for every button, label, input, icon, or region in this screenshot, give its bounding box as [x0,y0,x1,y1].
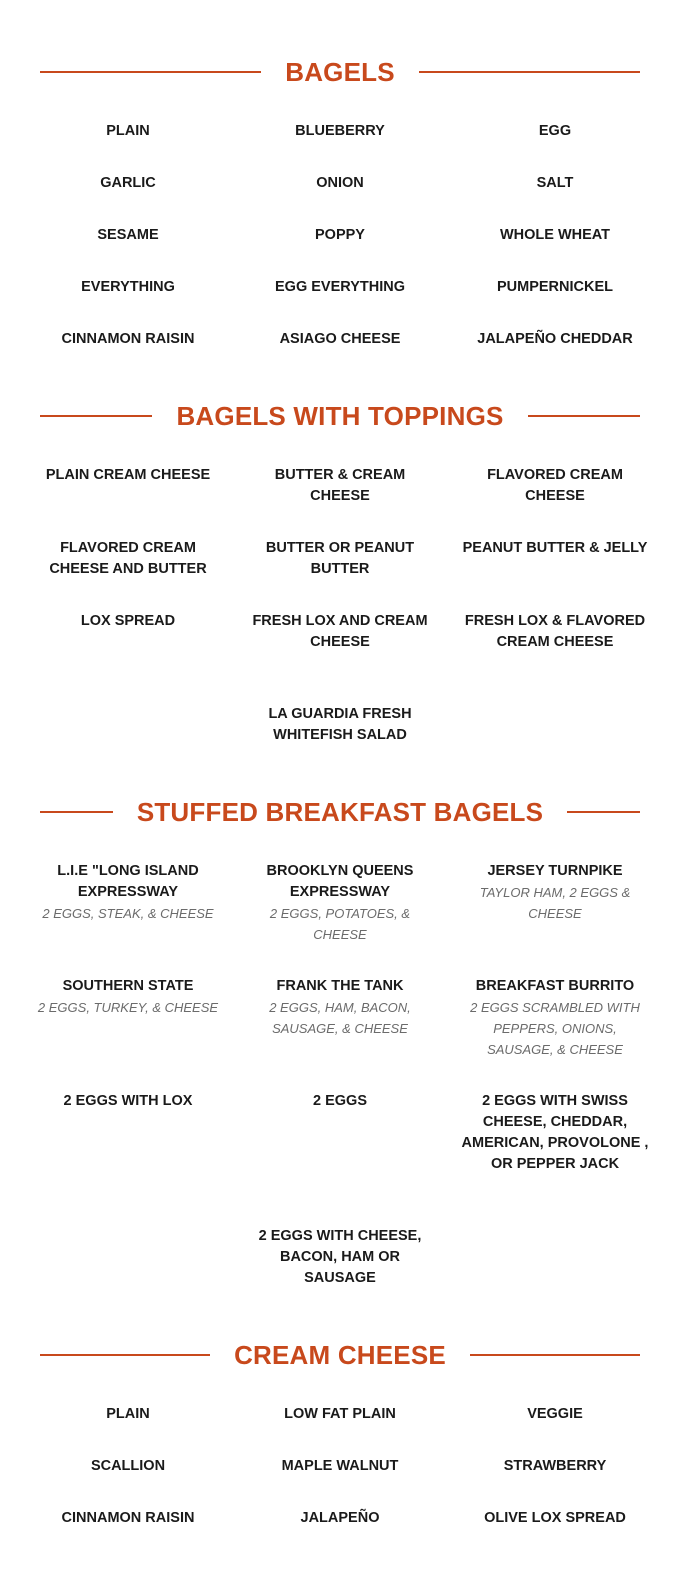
section-bagels [40,52,640,347]
item-name: ASIAGO CHEESE [279,331,401,347]
menu-item [245,861,435,945]
menu-item [245,976,435,1039]
item-name: BREAKFAST BURRITO [475,978,635,994]
menu-item [460,329,650,350]
section-title: CREAM CHEESE [210,1335,470,1375]
item-name: 2 EGGS [313,1093,367,1109]
menu-item [245,329,435,350]
item-name: 2 EGGS WITH CHEESE, BACON, HAM OR SAUSAGE [258,1228,422,1286]
menu-item [460,861,650,924]
section-header [40,396,640,436]
item-name: JALAPEÑO CHEDDAR [477,331,633,347]
item-name: BLUEBERRY [295,123,385,139]
menu-item [245,173,435,194]
item-name: FLAVORED CREAM CHEESE [487,467,623,504]
item-name: SOUTHERN STATE [62,978,194,994]
item-name: EGG EVERYTHING [275,279,405,295]
menu-item [460,225,650,246]
item-name: LA GUARDIA FRESH WHITEFISH SALAD [268,706,412,743]
menu-item [33,277,223,298]
menu-item [33,1404,223,1425]
menu-item [460,121,650,142]
item-name: EVERYTHING [81,279,175,295]
menu-item [245,1226,435,1289]
section-title: BAGELS [261,52,419,92]
menu-item [245,277,435,298]
menu-item [245,1508,435,1529]
menu-item [245,121,435,142]
item-name: LOX SPREAD [80,613,176,629]
section-title: BAGELS WITH TOPPINGS [152,396,527,436]
item-name: FRESH LOX AND CREAM CHEESE [252,613,428,650]
menu-item [460,1456,650,1477]
menu-item [460,611,650,653]
item-name: 2 EGGS WITH SWISS CHEESE, CHEDDAR, AMERICAN, PROVOLONE , OR PEPPER JACK [461,1093,649,1172]
item-name: JALAPEÑO [300,1510,380,1526]
menu-item [245,465,435,507]
item-name: PLAIN CREAM CHEESE [45,467,211,483]
menu-item [33,538,223,580]
menu-item [33,1456,223,1477]
section-header [40,1335,640,1375]
item-name: SESAME [97,227,159,243]
item-name: L.I.E "LONG ISLAND EXPRESSWAY [57,863,199,900]
menu-item [460,1091,650,1175]
item-name: SALT [536,175,574,191]
item-name: PUMPERNICKEL [496,279,613,295]
menu-item [460,538,650,559]
menu-item [245,1091,435,1112]
item-name: VEGGIE [527,1406,583,1422]
item-description: 2 EGGS SCRAMBLED WITH PEPPERS, ONIONS, SAUSAGE, & CHEESE [470,1000,640,1057]
section-cream-cheese [40,1335,640,1526]
item-name: MAPLE WALNUT [281,1458,399,1474]
item-description: TAYLOR HAM, 2 EGGS & CHEESE [479,885,631,921]
menu-item [33,611,223,632]
item-name: GARLIC [100,175,156,191]
item-description: 2 EGGS, HAM, BACON, SAUSAGE, & CHEESE [269,1000,411,1036]
item-name: FLAVORED CREAM CHEESE AND BUTTER [49,540,207,577]
menu-item [33,329,223,350]
menu-item [33,976,223,1018]
menu-item [460,1508,650,1529]
item-description: 2 EGGS, POTATOES, & CHEESE [269,906,411,942]
item-name: PLAIN [106,123,150,139]
item-description: 2 EGGS, STEAK, & CHEESE [42,906,214,921]
section-stuffed-breakfast-bagels [37,792,649,1286]
menu-item [245,225,435,246]
menu-item [33,861,223,924]
item-name: POPPY [315,227,365,243]
item-name: BUTTER & CREAM CHEESE [274,467,406,504]
item-name: BUTTER OR PEANUT BUTTER [265,540,415,577]
menu-item [33,173,223,194]
menu-item [33,121,223,142]
item-name: ONION [316,175,364,191]
menu-item [245,1404,435,1425]
menu-item [460,173,650,194]
menu-item [33,465,223,486]
item-name: CINNAMON RAISIN [61,1510,195,1526]
item-name: OLIVE LOX SPREAD [484,1510,626,1526]
menu-item [33,225,223,246]
section-header [40,792,640,832]
item-name: 2 EGGS WITH LOX [63,1093,193,1109]
item-name: BROOKLYN QUEENS EXPRESSWAY [266,863,414,900]
menu-item [460,976,650,1060]
menu-item [245,1456,435,1477]
menu-item [33,1091,223,1112]
menu-item [460,277,650,298]
section-header [40,52,640,92]
item-name: PLAIN [106,1406,150,1422]
item-name: EGG [538,123,572,139]
item-name: PEANUT BUTTER & JELLY [462,540,648,556]
menu-item [245,538,435,580]
item-name: FRANK THE TANK [276,978,404,994]
item-name: JERSEY TURNPIKE [487,863,623,879]
item-name: CINNAMON RAISIN [61,331,195,347]
item-name: WHOLE WHEAT [499,227,611,243]
menu-item [245,611,435,653]
item-description: 2 EGGS, TURKEY, & CHEESE [37,1000,219,1015]
menu-item [245,704,435,746]
item-name: FRESH LOX & FLAVORED CREAM CHEESE [464,613,646,650]
section-title: STUFFED BREAKFAST BAGELS [113,792,567,832]
menu-item [460,465,650,507]
menu-item [33,1508,223,1529]
item-name: SCALLION [90,1458,166,1474]
item-name: LOW FAT PLAIN [284,1406,396,1422]
menu-item [460,1404,650,1425]
section-bagels-with-toppings [40,396,648,743]
item-name: STRAWBERRY [503,1458,607,1474]
